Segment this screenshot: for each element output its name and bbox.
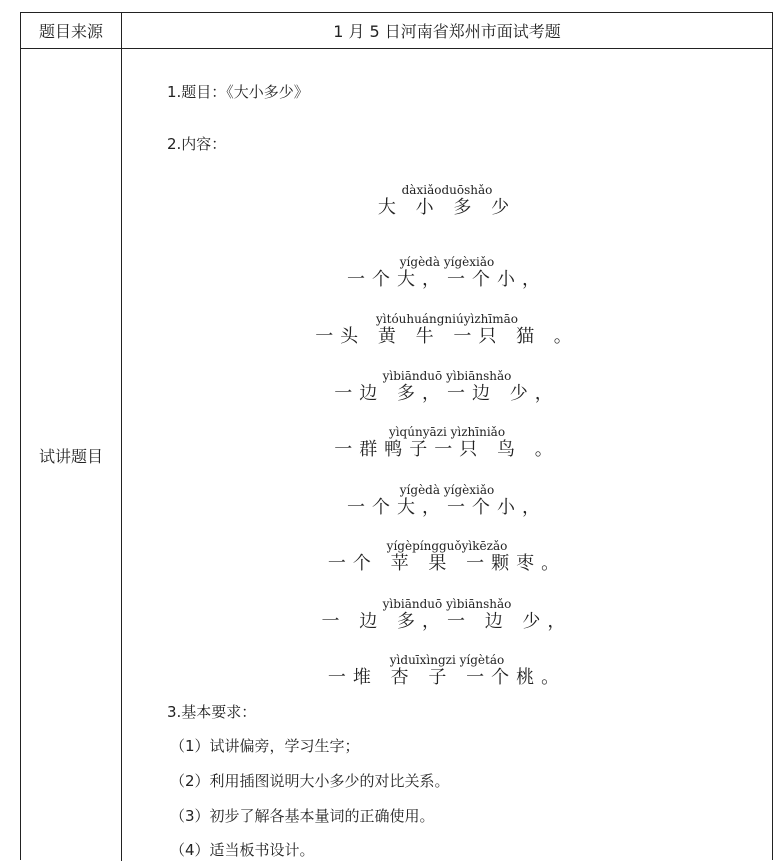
pinyin: yìduīxìngzi yígètáo (389, 653, 505, 667)
requirement-item: （2）利用插图说明大小多少的对比关系。 (170, 772, 450, 790)
pinyin: yígèdà yígèxiǎo (399, 483, 495, 497)
pinyin: yìbiānduō yìbiānshǎo (382, 369, 512, 383)
header-label: 题目来源 (21, 13, 122, 48)
pinyin: dàxiǎoduōshǎo (401, 183, 493, 197)
requirement-item: （3）初步了解各基本量词的正确使用。 (170, 807, 435, 825)
hanzi: 一个大，一个小， (347, 269, 547, 290)
pinyin: yìtóuhuángniúyìzhīmāo (376, 312, 518, 326)
content-cell (122, 49, 772, 861)
header-row (21, 13, 772, 49)
poem-line-1 (122, 255, 772, 291)
poem-line-7 (122, 597, 772, 633)
exam-table (20, 12, 773, 860)
poem-line-2 (122, 312, 772, 348)
poem-line-6 (122, 539, 772, 575)
pinyin: yígèpíngguǒyìkēzǎo (386, 539, 508, 553)
pinyin: yìqúnyāzi yìzhīniǎo (388, 425, 506, 439)
poem-line-0 (122, 183, 772, 219)
hanzi: 一个大，一个小， (347, 497, 547, 518)
poem-line-5 (122, 483, 772, 519)
hanzi: 一边 多，一边 少， (334, 383, 560, 404)
header-value: 1 月 5 日河南省郑州市面试考题 (333, 22, 561, 41)
side-label: 试讲题目 (21, 49, 122, 861)
hanzi: 一堆 杏 子 一个桃。 (327, 667, 567, 688)
poem-line-3 (122, 369, 772, 405)
hanzi: 一 边 多，一 边 少， (321, 611, 573, 632)
poem-line-8 (122, 653, 772, 689)
item-title: 1.题目：《大小多少》 (167, 83, 309, 101)
hanzi: 一个 苹 果 一颗枣。 (327, 553, 567, 574)
hanzi: 一头 黄 牛 一只 猫 。 (315, 326, 579, 347)
hanzi: 一群鸭子一只 鸟 。 (334, 439, 560, 460)
requirement-item: （4）适当板书设计。 (170, 841, 315, 859)
pinyin: yìbiānduō yìbiānshǎo (382, 597, 512, 611)
pinyin: yígèdà yígèxiǎo (399, 255, 495, 269)
hanzi: 大 小 多 少 (377, 197, 517, 218)
requirement-item: （1）试讲偏旁，学习生字； (170, 737, 360, 755)
poem-line-4 (122, 425, 772, 461)
content-row (21, 49, 772, 861)
item-content-label: 2.内容： (167, 135, 227, 153)
item-requirements-label: 3.基本要求： (167, 703, 257, 721)
